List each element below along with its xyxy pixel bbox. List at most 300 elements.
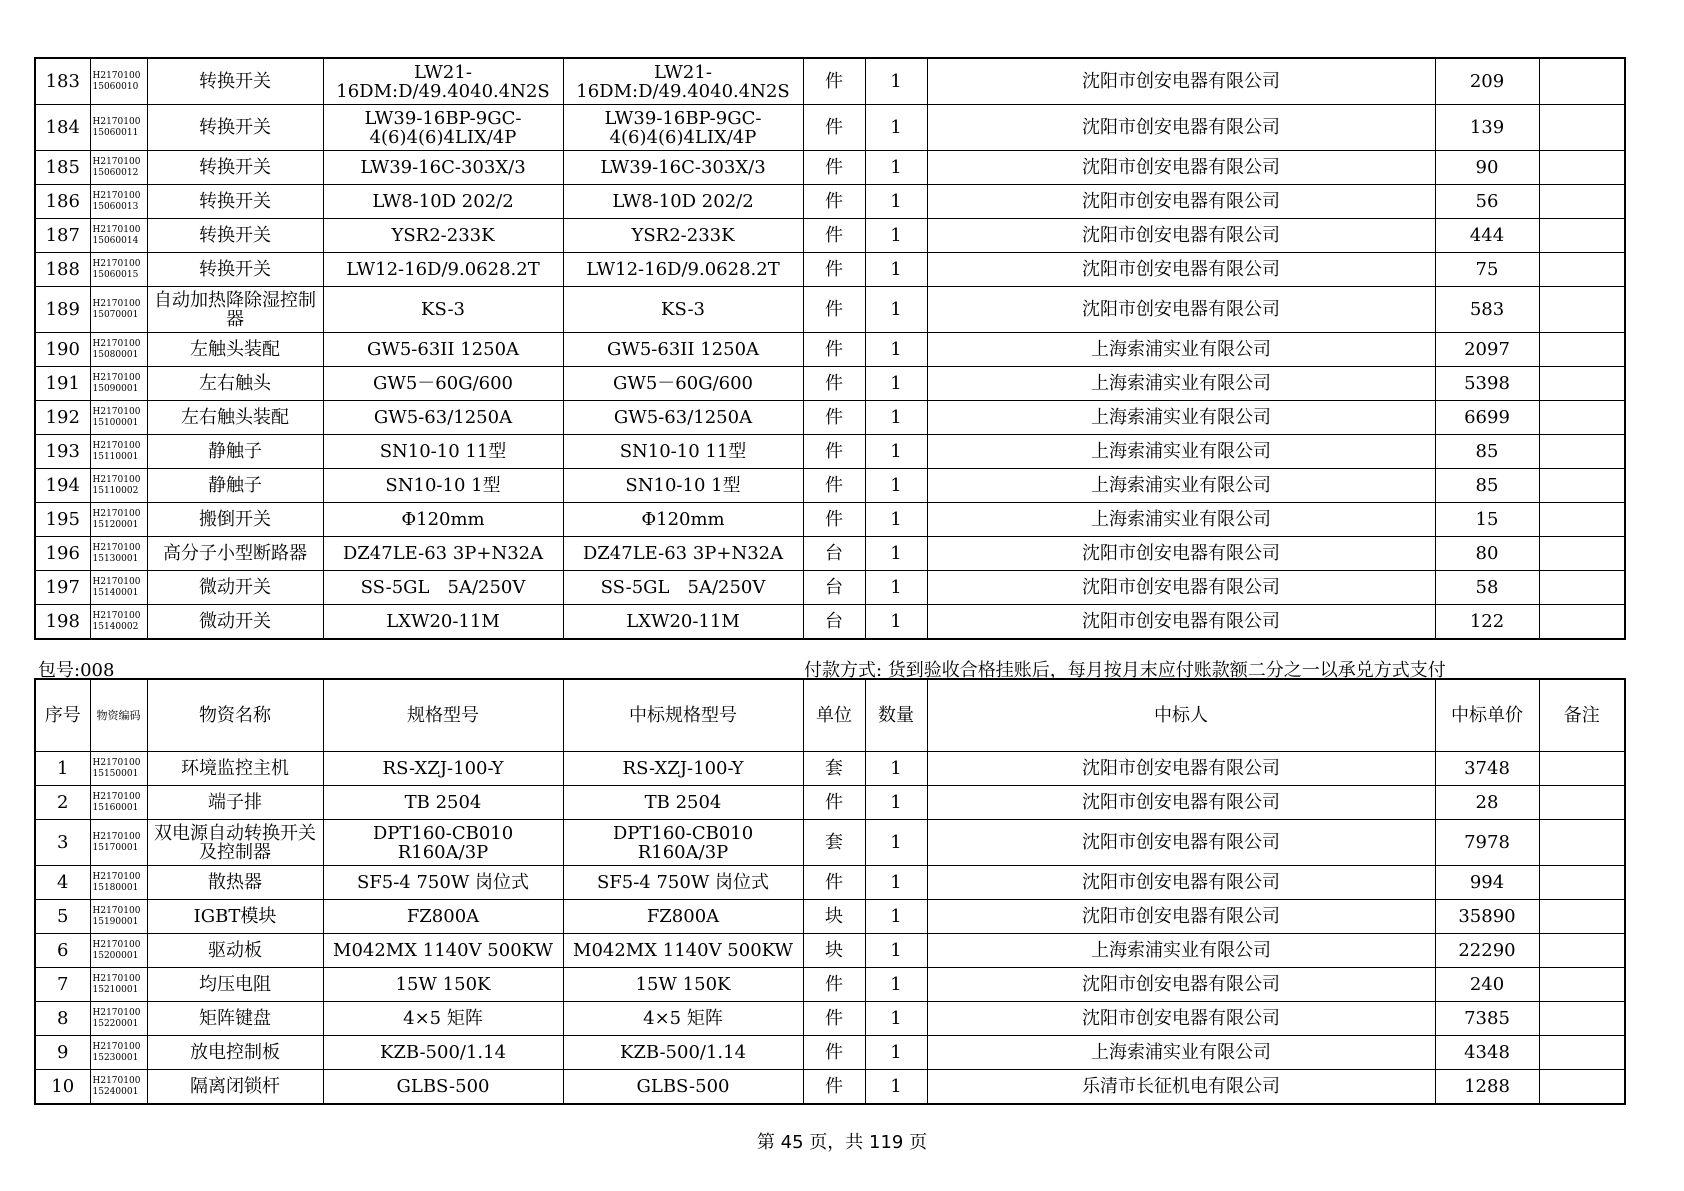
cell-name: 搬倒开关	[147, 503, 323, 537]
cell-no: 183	[35, 58, 90, 105]
cell-spec: Φ120mm	[323, 503, 563, 537]
cell-bid-spec: M042MX 1140V 500KW	[563, 934, 803, 968]
cell-bid-spec: KS-3	[563, 287, 803, 333]
cell-price: 994	[1435, 866, 1539, 900]
cell-note	[1539, 253, 1625, 287]
cell-winner: 沈阳市创安电器有限公司	[927, 219, 1435, 253]
cell-winner: 上海索浦实业有限公司	[927, 367, 1435, 401]
cell-spec: SS-5GL 5A/250V	[323, 571, 563, 605]
cell-price: 35890	[1435, 900, 1539, 934]
cell-bid-spec: GW5-63/1250A	[563, 401, 803, 435]
cell-note	[1539, 333, 1625, 367]
cell-qty: 1	[865, 1002, 927, 1036]
cell-winner: 沈阳市创安电器有限公司	[927, 900, 1435, 934]
cell-spec: RS-XZJ-100-Y	[323, 752, 563, 786]
cell-qty: 1	[865, 866, 927, 900]
cell-note	[1539, 537, 1625, 571]
cell-bid-spec: FZ800A	[563, 900, 803, 934]
items-table-top	[34, 57, 1626, 640]
cell-note	[1539, 503, 1625, 537]
cell-no: 2	[35, 786, 90, 820]
cell-qty: 1	[865, 58, 927, 105]
cell-qty: 1	[865, 605, 927, 640]
cell-name: 散热器	[147, 866, 323, 900]
cell-price: 6699	[1435, 401, 1539, 435]
cell-unit: 件	[803, 58, 865, 105]
cell-note	[1539, 401, 1625, 435]
cell-price: 3748	[1435, 752, 1539, 786]
cell-code: H2170100 15150001	[90, 752, 147, 786]
cell-qty: 1	[865, 469, 927, 503]
cell-unit: 件	[803, 469, 865, 503]
header-no: 序号	[35, 679, 90, 752]
header-bid-spec: 中标规格型号	[563, 679, 803, 752]
cell-spec: DPT160-CB010 R160A/3P	[323, 820, 563, 866]
cell-qty: 1	[865, 253, 927, 287]
cell-name: 双电源自动转换开关及控制器	[147, 820, 323, 866]
cell-bid-spec: LW8-10D 202/2	[563, 185, 803, 219]
cell-note	[1539, 58, 1625, 105]
cell-code: H2170100 15060015	[90, 253, 147, 287]
cell-qty: 1	[865, 151, 927, 185]
cell-qty: 1	[865, 537, 927, 571]
table-row	[35, 469, 1625, 503]
cell-winner: 沈阳市创安电器有限公司	[927, 605, 1435, 640]
table-row	[35, 1036, 1625, 1070]
cell-winner: 沈阳市创安电器有限公司	[927, 58, 1435, 105]
cell-price: 1288	[1435, 1070, 1539, 1105]
cell-bid-spec: LW39-16C-303X/3	[563, 151, 803, 185]
cell-code: H2170100 15230001	[90, 1036, 147, 1070]
cell-bid-spec: GLBS-500	[563, 1070, 803, 1105]
cell-name: 静触子	[147, 435, 323, 469]
cell-spec: LW8-10D 202/2	[323, 185, 563, 219]
cell-no: 197	[35, 571, 90, 605]
cell-qty: 1	[865, 435, 927, 469]
cell-note	[1539, 866, 1625, 900]
cell-price: 122	[1435, 605, 1539, 640]
cell-unit: 台	[803, 537, 865, 571]
cell-unit: 台	[803, 605, 865, 640]
cell-no: 186	[35, 185, 90, 219]
cell-unit: 件	[803, 151, 865, 185]
table-row	[35, 435, 1625, 469]
cell-no: 198	[35, 605, 90, 640]
cell-spec: M042MX 1140V 500KW	[323, 934, 563, 968]
cell-bid-spec: SS-5GL 5A/250V	[563, 571, 803, 605]
cell-spec: FZ800A	[323, 900, 563, 934]
cell-bid-spec: 15W 150K	[563, 968, 803, 1002]
cell-bid-spec: DZ47LE-63 3P+N32A	[563, 537, 803, 571]
cell-no: 189	[35, 287, 90, 333]
cell-unit: 套	[803, 820, 865, 866]
cell-no: 190	[35, 333, 90, 367]
cell-price: 28	[1435, 786, 1539, 820]
cell-unit: 件	[803, 435, 865, 469]
cell-bid-spec: GW5-63II 1250A	[563, 333, 803, 367]
cell-bid-spec: SF5-4 750W 岗位式	[563, 866, 803, 900]
cell-note	[1539, 219, 1625, 253]
cell-spec: 15W 150K	[323, 968, 563, 1002]
cell-name: 隔离闭锁杆	[147, 1070, 323, 1105]
cell-no: 195	[35, 503, 90, 537]
cell-no: 193	[35, 435, 90, 469]
cell-spec: GW5－60G/600	[323, 367, 563, 401]
cell-spec: LW39-16BP-9GC- 4(6)4(6)4LIX/4P	[323, 105, 563, 151]
cell-price: 22290	[1435, 934, 1539, 968]
cell-name: 转换开关	[147, 253, 323, 287]
cell-price: 7385	[1435, 1002, 1539, 1036]
table-row	[35, 866, 1625, 900]
cell-code: H2170100 15080001	[90, 333, 147, 367]
cell-name: 放电控制板	[147, 1036, 323, 1070]
table-row	[35, 786, 1625, 820]
cell-no: 7	[35, 968, 90, 1002]
cell-winner: 上海索浦实业有限公司	[927, 435, 1435, 469]
cell-name: 自动加热降除湿控制器	[147, 287, 323, 333]
header-name: 物资名称	[147, 679, 323, 752]
cell-winner: 上海索浦实业有限公司	[927, 469, 1435, 503]
cell-spec: SN10-10 11型	[323, 435, 563, 469]
cell-spec: GW5-63/1250A	[323, 401, 563, 435]
table-row	[35, 968, 1625, 1002]
cell-no: 184	[35, 105, 90, 151]
cell-code: H2170100 15060011	[90, 105, 147, 151]
cell-name: 矩阵键盘	[147, 1002, 323, 1036]
cell-note	[1539, 185, 1625, 219]
cell-price: 7978	[1435, 820, 1539, 866]
table-row	[35, 219, 1625, 253]
cell-qty: 1	[865, 1036, 927, 1070]
cell-spec: KZB-500/1.14	[323, 1036, 563, 1070]
cell-price: 583	[1435, 287, 1539, 333]
cell-note	[1539, 605, 1625, 640]
cell-spec: DZ47LE-63 3P+N32A	[323, 537, 563, 571]
cell-price: 4348	[1435, 1036, 1539, 1070]
cell-bid-spec: GW5－60G/600	[563, 367, 803, 401]
cell-spec: KS-3	[323, 287, 563, 333]
cell-note	[1539, 469, 1625, 503]
header-code: 物资编码	[90, 679, 147, 752]
cell-bid-spec: TB 2504	[563, 786, 803, 820]
cell-code: H2170100 15180001	[90, 866, 147, 900]
cell-no: 185	[35, 151, 90, 185]
cell-bid-spec: KZB-500/1.14	[563, 1036, 803, 1070]
cell-qty: 1	[865, 900, 927, 934]
cell-price: 75	[1435, 253, 1539, 287]
cell-unit: 台	[803, 571, 865, 605]
cell-note	[1539, 287, 1625, 333]
table-row	[35, 605, 1625, 640]
cell-bid-spec: LXW20-11M	[563, 605, 803, 640]
table-row	[35, 185, 1625, 219]
cell-qty: 1	[865, 401, 927, 435]
cell-name: 转换开关	[147, 185, 323, 219]
cell-winner: 沈阳市创安电器有限公司	[927, 820, 1435, 866]
cell-code: H2170100 15160001	[90, 786, 147, 820]
cell-winner: 沈阳市创安电器有限公司	[927, 752, 1435, 786]
cell-no: 196	[35, 537, 90, 571]
cell-unit: 件	[803, 968, 865, 1002]
header-unit: 单位	[803, 679, 865, 752]
cell-no: 8	[35, 1002, 90, 1036]
cell-spec: LW39-16C-303X/3	[323, 151, 563, 185]
cell-price: 85	[1435, 435, 1539, 469]
table-row	[35, 900, 1625, 934]
cell-spec: YSR2-233K	[323, 219, 563, 253]
header-winner: 中标人	[927, 679, 1435, 752]
cell-no: 4	[35, 866, 90, 900]
cell-spec: LW12-16D/9.0628.2T	[323, 253, 563, 287]
cell-winner: 沈阳市创安电器有限公司	[927, 537, 1435, 571]
cell-unit: 件	[803, 287, 865, 333]
cell-qty: 1	[865, 752, 927, 786]
cell-winner: 沈阳市创安电器有限公司	[927, 571, 1435, 605]
cell-no: 187	[35, 219, 90, 253]
cell-unit: 套	[803, 752, 865, 786]
package-row	[34, 654, 1620, 681]
cell-code: H2170100 15170001	[90, 820, 147, 866]
cell-unit: 件	[803, 1036, 865, 1070]
cell-code: H2170100 15060012	[90, 151, 147, 185]
cell-code: H2170100 15200001	[90, 934, 147, 968]
cell-spec: LW21- 16DM:D/49.4040.4N2S	[323, 58, 563, 105]
cell-code: H2170100 15090001	[90, 367, 147, 401]
cell-unit: 块	[803, 900, 865, 934]
cell-bid-spec: 4×5 矩阵	[563, 1002, 803, 1036]
table-row	[35, 1002, 1625, 1036]
cell-bid-spec: SN10-10 11型	[563, 435, 803, 469]
cell-bid-spec: RS-XZJ-100-Y	[563, 752, 803, 786]
cell-qty: 1	[865, 571, 927, 605]
cell-bid-spec: YSR2-233K	[563, 219, 803, 253]
cell-code: H2170100 15110002	[90, 469, 147, 503]
cell-note	[1539, 435, 1625, 469]
cell-code: H2170100 15100001	[90, 401, 147, 435]
cell-winner: 沈阳市创安电器有限公司	[927, 253, 1435, 287]
cell-winner: 沈阳市创安电器有限公司	[927, 151, 1435, 185]
cell-price: 58	[1435, 571, 1539, 605]
cell-code: H2170100 15060014	[90, 219, 147, 253]
cell-spec: GW5-63II 1250A	[323, 333, 563, 367]
cell-bid-spec: SN10-10 1型	[563, 469, 803, 503]
table-row	[35, 367, 1625, 401]
cell-name: 静触子	[147, 469, 323, 503]
cell-no: 188	[35, 253, 90, 287]
table-row	[35, 151, 1625, 185]
cell-name: 驱动板	[147, 934, 323, 968]
cell-winner: 上海索浦实业有限公司	[927, 333, 1435, 367]
cell-code: H2170100 15240001	[90, 1070, 147, 1105]
cell-winner: 沈阳市创安电器有限公司	[927, 786, 1435, 820]
cell-note	[1539, 786, 1625, 820]
cell-name: 转换开关	[147, 219, 323, 253]
payment-terms: 付款方式: 货到验收合格挂账后，每月按月末应付账款额二分之一以承兑方式支付	[804, 660, 1446, 681]
cell-qty: 1	[865, 1070, 927, 1105]
cell-no: 1	[35, 752, 90, 786]
cell-winner: 上海索浦实业有限公司	[927, 934, 1435, 968]
cell-qty: 1	[865, 105, 927, 151]
cell-no: 191	[35, 367, 90, 401]
cell-code: H2170100 15220001	[90, 1002, 147, 1036]
cell-note	[1539, 820, 1625, 866]
cell-code: H2170100 15110001	[90, 435, 147, 469]
cell-unit: 件	[803, 1002, 865, 1036]
cell-code: H2170100 15140002	[90, 605, 147, 640]
cell-unit: 件	[803, 185, 865, 219]
cell-price: 209	[1435, 58, 1539, 105]
cell-no: 5	[35, 900, 90, 934]
table-row	[35, 401, 1625, 435]
cell-unit: 件	[803, 503, 865, 537]
cell-spec: SF5-4 750W 岗位式	[323, 866, 563, 900]
cell-code: H2170100 15140001	[90, 571, 147, 605]
cell-bid-spec: LW12-16D/9.0628.2T	[563, 253, 803, 287]
cell-code: H2170100 15130001	[90, 537, 147, 571]
cell-note	[1539, 1002, 1625, 1036]
cell-name: 端子排	[147, 786, 323, 820]
cell-qty: 1	[865, 333, 927, 367]
cell-qty: 1	[865, 287, 927, 333]
cell-name: 转换开关	[147, 105, 323, 151]
cell-bid-spec: LW39-16BP-9GC- 4(6)4(6)4LIX/4P	[563, 105, 803, 151]
cell-note	[1539, 105, 1625, 151]
cell-price: 444	[1435, 219, 1539, 253]
cell-price: 2097	[1435, 333, 1539, 367]
cell-no: 3	[35, 820, 90, 866]
header-qty: 数量	[865, 679, 927, 752]
cell-qty: 1	[865, 934, 927, 968]
cell-winner: 沈阳市创安电器有限公司	[927, 968, 1435, 1002]
cell-name: 微动开关	[147, 605, 323, 640]
cell-price: 56	[1435, 185, 1539, 219]
table-row	[35, 58, 1625, 105]
cell-price: 5398	[1435, 367, 1539, 401]
table-row	[35, 934, 1625, 968]
cell-bid-spec: Φ120mm	[563, 503, 803, 537]
cell-unit: 件	[803, 219, 865, 253]
table-row	[35, 287, 1625, 333]
cell-winner: 上海索浦实业有限公司	[927, 503, 1435, 537]
header-spec: 规格型号	[323, 679, 563, 752]
cell-price: 139	[1435, 105, 1539, 151]
table-header-row	[35, 679, 1625, 752]
cell-unit: 件	[803, 367, 865, 401]
cell-qty: 1	[865, 968, 927, 1002]
cell-no: 194	[35, 469, 90, 503]
table-row	[35, 253, 1625, 287]
cell-winner: 沈阳市创安电器有限公司	[927, 1002, 1435, 1036]
cell-note	[1539, 151, 1625, 185]
cell-name: 转换开关	[147, 151, 323, 185]
table-row	[35, 571, 1625, 605]
cell-code: H2170100 15210001	[90, 968, 147, 1002]
cell-unit: 件	[803, 401, 865, 435]
cell-name: IGBT模块	[147, 900, 323, 934]
cell-unit: 件	[803, 866, 865, 900]
cell-qty: 1	[865, 786, 927, 820]
cell-spec: TB 2504	[323, 786, 563, 820]
cell-name: 高分子小型断路器	[147, 537, 323, 571]
cell-qty: 1	[865, 820, 927, 866]
cell-qty: 1	[865, 185, 927, 219]
cell-note	[1539, 1070, 1625, 1105]
table-row	[35, 752, 1625, 786]
cell-price: 85	[1435, 469, 1539, 503]
cell-note	[1539, 571, 1625, 605]
cell-qty: 1	[865, 367, 927, 401]
table-row	[35, 1070, 1625, 1105]
page-footer: 第 45 页，共 119 页	[756, 1132, 928, 1153]
cell-name: 左触头装配	[147, 333, 323, 367]
cell-code: H2170100 15120001	[90, 503, 147, 537]
cell-winner: 沈阳市创安电器有限公司	[927, 105, 1435, 151]
cell-no: 10	[35, 1070, 90, 1105]
cell-spec: LXW20-11M	[323, 605, 563, 640]
cell-qty: 1	[865, 219, 927, 253]
cell-name: 微动开关	[147, 571, 323, 605]
cell-price: 80	[1435, 537, 1539, 571]
cell-note	[1539, 968, 1625, 1002]
table-row	[35, 503, 1625, 537]
cell-price: 240	[1435, 968, 1539, 1002]
header-price: 中标单价	[1435, 679, 1539, 752]
cell-name: 左右触头装配	[147, 401, 323, 435]
cell-winner: 上海索浦实业有限公司	[927, 401, 1435, 435]
cell-unit: 件	[803, 786, 865, 820]
cell-spec: GLBS-500	[323, 1070, 563, 1105]
cell-unit: 块	[803, 934, 865, 968]
cell-winner: 沈阳市创安电器有限公司	[927, 866, 1435, 900]
table-row	[35, 333, 1625, 367]
table-row	[35, 820, 1625, 866]
cell-code: H2170100 15060010	[90, 58, 147, 105]
cell-winner: 沈阳市创安电器有限公司	[927, 185, 1435, 219]
table-row	[35, 537, 1625, 571]
items-table-bottom	[34, 678, 1626, 1105]
cell-unit: 件	[803, 253, 865, 287]
cell-no: 6	[35, 934, 90, 968]
cell-bid-spec: LW21- 16DM:D/49.4040.4N2S	[563, 58, 803, 105]
cell-note	[1539, 1036, 1625, 1070]
cell-note	[1539, 900, 1625, 934]
cell-winner: 沈阳市创安电器有限公司	[927, 287, 1435, 333]
cell-note	[1539, 367, 1625, 401]
table-row	[35, 105, 1625, 151]
cell-name: 转换开关	[147, 58, 323, 105]
cell-price: 15	[1435, 503, 1539, 537]
cell-price: 90	[1435, 151, 1539, 185]
cell-spec: 4×5 矩阵	[323, 1002, 563, 1036]
cell-unit: 件	[803, 1070, 865, 1105]
cell-note	[1539, 934, 1625, 968]
cell-name: 环境监控主机	[147, 752, 323, 786]
cell-name: 左右触头	[147, 367, 323, 401]
cell-code: H2170100 15190001	[90, 900, 147, 934]
cell-code: H2170100 15070001	[90, 287, 147, 333]
cell-unit: 件	[803, 333, 865, 367]
cell-winner: 上海索浦实业有限公司	[927, 1036, 1435, 1070]
header-note: 备注	[1539, 679, 1625, 752]
cell-unit: 件	[803, 105, 865, 151]
cell-no: 9	[35, 1036, 90, 1070]
cell-winner: 乐清市长征机电有限公司	[927, 1070, 1435, 1105]
cell-no: 192	[35, 401, 90, 435]
cell-spec: SN10-10 1型	[323, 469, 563, 503]
package-label: 包号:008	[38, 660, 115, 681]
cell-code: H2170100 15060013	[90, 185, 147, 219]
cell-note	[1539, 752, 1625, 786]
